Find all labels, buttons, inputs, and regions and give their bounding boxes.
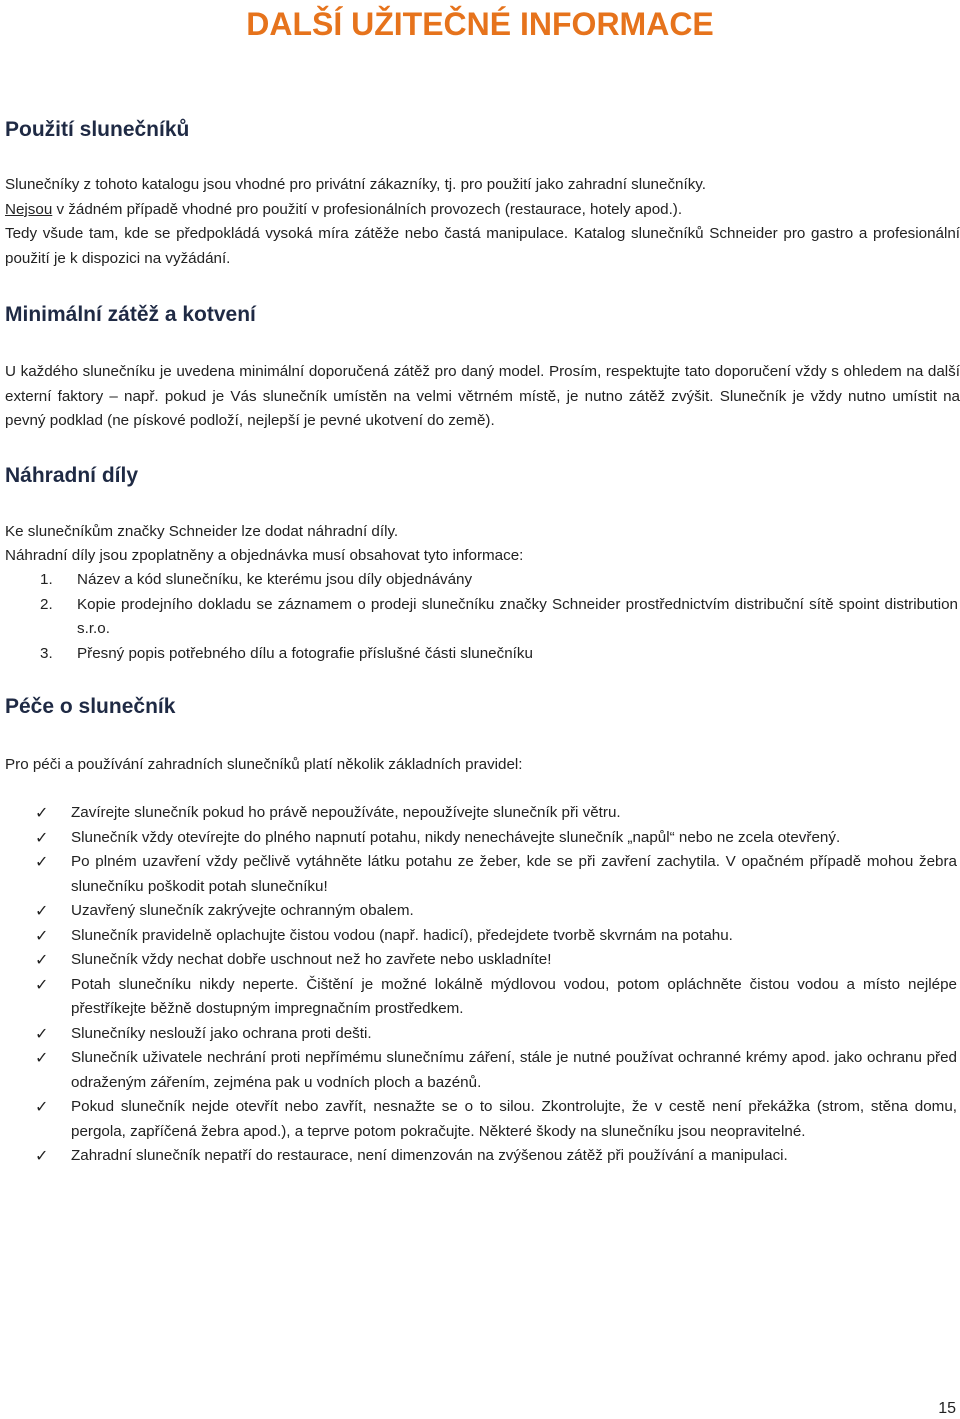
checkmark-icon: ✓ [35,1097,49,1116]
list-item-text: Slunečník vždy otevírejte do plného napnutí potahu, nikdy nenechávejte slunečník „napůl“ nebo ne zcela otevřený. [71,828,841,846]
list-item-text: Slunečníky neslouží jako ochrana proti dešti. [71,1024,372,1042]
list-number: 1. [40,571,53,588]
checkmark-icon: ✓ [35,974,49,994]
section-heading-usage: Použití slunečníků [5,118,190,141]
list-item [0,973,960,1022]
parts-intro-2: Náhradní díly jsou zpoplatněny a objednávka musí obsahovat tyto informace: [5,547,524,564]
checkmark-icon: ✓ [35,852,49,871]
usage-line-1: Slunečníky z tohoto katalogu jsou vhodné pro privátní zákazníky, tj. pro použití jako zahradní slunečníky. [5,176,706,193]
list-number: 2. [40,595,53,613]
list-item-text: Slunečník vždy nechat dobře uschnout než ho zavřete nebo uskladníte! [71,951,552,968]
list-item [0,899,960,924]
list-item-text: Pokud slunečník nejde otevřít nebo zavřít, nesnažte se o to silou. Zkontrolujte, že v cestě není překážka (strom, stěna domu, pergola, zapříčená žebra apod.), a teprve potom pokračujte. Některé škody na slunečníku jsou neopravitelné. [71,1098,957,1140]
list-item-text: Zahradní slunečník nepatří do restaurace, není dimenzován na zvýšenou zátěž při používání a manipulaci. [71,1147,788,1164]
list-item-text: Kopie prodejního dokladu se záznamem o prodeji slunečníku značky Schneider prostřednictvím distribuční sítě spoint distribution s.r.o. [77,595,958,637]
list-item-text: Po plném uzavření vždy pečlivě vytáhněte látku potahu ze žeber, kde se při zavření zachytila. V opačném případě mohou žebra slunečníku poškodit potah slunečníku! [71,853,957,895]
section-heading-care: Péče o slunečník [5,695,176,718]
usage-underlined-word: Nejsou [5,201,53,218]
list-item-text: Přesný popis potřebného dílu a fotografie příslušné části slunečníku [77,644,533,662]
section-heading-load: Minimální zátěž a kotvení [5,303,256,326]
parts-list [0,568,960,666]
care-checklist [0,801,960,1169]
page-title: DALŠÍ UŽITEČNÉ INFORMACE [246,6,714,42]
checkmark-icon: ✓ [35,950,49,969]
usage-line-2 [5,198,960,223]
list-item-text: Zavírejte slunečník pokud ho právě nepoužíváte, nepoužívejte slunečník při větru. [71,804,621,821]
list-item-text: Uzavřený slunečník zakrývejte ochranným obalem. [71,902,414,919]
list-item [0,1022,960,1047]
usage-paragraph: Tedy všude tam, kde se předpokládá vysoká míra zátěže nebo častá manipulace. Katalog slunečníků Schneider pro gastro a profesionální použití je k dispozici na vyžádání. [5,225,960,267]
list-item-text: Slunečník uživatele nechrání proti nepřímému slunečnímu záření, stále je nutné používat ochranné krémy apod. jako ochranu před odraženým zářením, zejména pak u vodních ploch a bazénů. [71,1049,957,1091]
list-item-text: Slunečník pravidelně oplachujte čistou vodou (např. hadicí), předejdete tvorbě skvrnám na potahu. [71,926,733,944]
list-item [0,948,960,973]
checkmark-icon: ✓ [35,1048,49,1067]
list-item-text: Název a kód slunečníku, ke kterému jsou díly objednávány [77,571,473,588]
list-item [0,801,960,826]
section-heading-parts: Náhradní díly [5,464,139,487]
list-item [0,924,960,949]
page-number: 15 [938,1400,956,1417]
list-item [0,642,960,667]
list-item-text: Potah slunečníku nikdy neperte. Čištění je možné lokálně mýdlovou vodou, potom opláchněte čistou vodou a místo nejlépe přestříkejte běžně dostupným impregnačním prostředkem. [71,975,957,1017]
list-number: 3. [40,644,53,662]
list-item [0,1095,960,1144]
list-item [0,1046,960,1095]
checkmark-icon: ✓ [35,901,49,920]
checkmark-icon: ✓ [35,925,49,945]
load-paragraph: U každého slunečníku je uvedena minimální doporučená zátěž pro daný model. Prosím, respektujte tato doporučení vždy s ohledem na další externí faktory – např. pokud je Vás slunečník umístěn na velmi větrném místě, je nutno zátěž zvýšit. Slunečník je vždy nutno umístit na pevný podklad (ne pískové podloží, nejlepší je pevné ukotvení do země). [5,363,960,429]
list-item [0,826,960,851]
parts-intro-1: Ke slunečníkům značky Schneider lze dodat náhradní díly. [5,523,399,540]
list-item [0,850,960,899]
usage-line-2-rest: v žádném případě vhodné pro použití v profesionálních provozech (restaurace, hotely apod.). [52,201,683,218]
list-item [0,568,960,593]
checkmark-icon: ✓ [35,1146,49,1165]
checkmark-icon: ✓ [35,827,49,847]
care-intro: Pro péči a používání zahradních slunečníků platí několik základních pravidel: [5,756,523,773]
checkmark-icon: ✓ [35,1023,49,1043]
checkmark-icon: ✓ [35,803,49,822]
list-item [0,593,960,642]
list-item [0,1144,960,1169]
